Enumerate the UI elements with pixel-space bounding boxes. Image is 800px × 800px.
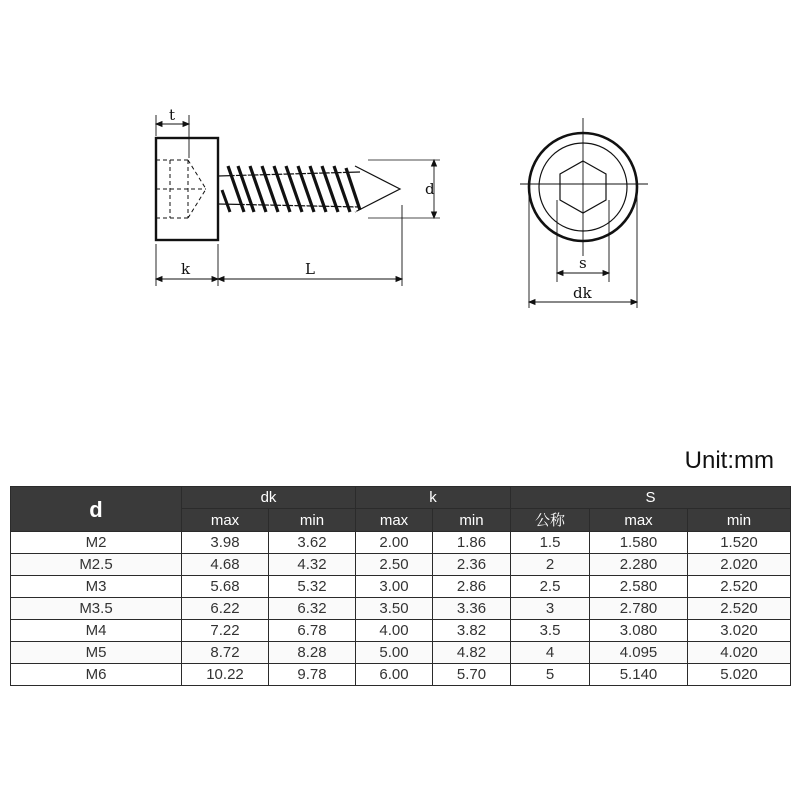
dim-label-t: t xyxy=(169,106,176,124)
hex-socket-hidden-lines xyxy=(156,160,206,218)
table-cell: 8.28 xyxy=(269,642,356,664)
table-cell: 10.22 xyxy=(182,664,269,686)
table-cell: 2.5 xyxy=(511,576,590,598)
dim-label-k: k xyxy=(181,260,191,278)
table-cell: M2.5 xyxy=(11,554,182,576)
table-cell: 2.86 xyxy=(433,576,511,598)
table-cell: 3.98 xyxy=(182,532,269,554)
table-cell: 6.22 xyxy=(182,598,269,620)
unit-label: Unit:mm xyxy=(684,447,774,474)
dim-label-d: d xyxy=(425,180,435,198)
table-cell: 3.62 xyxy=(269,532,356,554)
table-cell: 6.32 xyxy=(269,598,356,620)
table-cell: M4 xyxy=(11,620,182,642)
table-cell: M3 xyxy=(11,576,182,598)
table-cell: 5.32 xyxy=(269,576,356,598)
table-header-row xyxy=(11,487,791,509)
table-cell: 5.020 xyxy=(688,664,791,686)
table-cell: 3.5 xyxy=(511,620,590,642)
table-cell: 1.86 xyxy=(433,532,511,554)
dim-label-s: s xyxy=(579,254,587,272)
subheader-s-min: min xyxy=(688,509,791,532)
table-row xyxy=(11,664,791,686)
table-cell: 4.32 xyxy=(269,554,356,576)
dim-label-dk: dk xyxy=(573,284,592,302)
table-cell: 8.72 xyxy=(182,642,269,664)
table-cell: 3.020 xyxy=(688,620,791,642)
header-k: k xyxy=(356,487,511,509)
table-cell: 2.00 xyxy=(356,532,433,554)
subheader-dk-min: min xyxy=(269,509,356,532)
table-cell: 2.280 xyxy=(590,554,688,576)
table-row xyxy=(11,554,791,576)
table-cell: M2 xyxy=(11,532,182,554)
header-s: S xyxy=(511,487,791,509)
table-cell: 6.00 xyxy=(356,664,433,686)
table-cell: M6 xyxy=(11,664,182,686)
screw-end-view xyxy=(520,118,648,256)
table-row xyxy=(11,598,791,620)
subheader-s-nominal: 公称 xyxy=(511,509,590,532)
table-cell: 3.080 xyxy=(590,620,688,642)
table-cell: 5.00 xyxy=(356,642,433,664)
table-cell: 3.82 xyxy=(433,620,511,642)
table-cell: 1.520 xyxy=(688,532,791,554)
table-cell: 3.00 xyxy=(356,576,433,598)
table-cell: 5 xyxy=(511,664,590,686)
subheader-k-max: max xyxy=(356,509,433,532)
table-cell: 4.82 xyxy=(433,642,511,664)
side-view-dimensions xyxy=(156,115,437,286)
table-cell: 1.5 xyxy=(511,532,590,554)
table-cell: M5 xyxy=(11,642,182,664)
table-cell: 3.36 xyxy=(433,598,511,620)
screw-tip xyxy=(355,166,400,212)
table-cell: 4.020 xyxy=(688,642,791,664)
table-cell: M3.5 xyxy=(11,598,182,620)
subheader-dk-max: max xyxy=(182,509,269,532)
table-cell: 6.78 xyxy=(269,620,356,642)
table-cell: 2.020 xyxy=(688,554,791,576)
table-cell: 3 xyxy=(511,598,590,620)
header-dk: dk xyxy=(182,487,356,509)
table-row xyxy=(11,576,791,598)
table-cell: 2.50 xyxy=(356,554,433,576)
screw-side-view xyxy=(156,138,440,240)
table-cell: 2.520 xyxy=(688,576,791,598)
table-row xyxy=(11,620,791,642)
table-cell: 4.095 xyxy=(590,642,688,664)
table-row xyxy=(11,532,791,554)
table-cell: 1.580 xyxy=(590,532,688,554)
table-cell: 5.70 xyxy=(433,664,511,686)
table-cell: 3.50 xyxy=(356,598,433,620)
table-cell: 7.22 xyxy=(182,620,269,642)
table-cell: 2.580 xyxy=(590,576,688,598)
header-d: d xyxy=(11,487,182,532)
dim-label-L: L xyxy=(305,260,315,278)
table-cell: 2 xyxy=(511,554,590,576)
dimension-table xyxy=(10,486,791,686)
table-cell: 4 xyxy=(511,642,590,664)
table-cell: 5.140 xyxy=(590,664,688,686)
table-cell: 5.68 xyxy=(182,576,269,598)
table-cell: 2.36 xyxy=(433,554,511,576)
table-cell: 2.780 xyxy=(590,598,688,620)
subheader-k-min: min xyxy=(433,509,511,532)
subheader-s-max: max xyxy=(590,509,688,532)
table-cell: 4.00 xyxy=(356,620,433,642)
threaded-shank xyxy=(218,166,400,212)
table-cell: 4.68 xyxy=(182,554,269,576)
table-cell: 2.520 xyxy=(688,598,791,620)
table-cell: 9.78 xyxy=(269,664,356,686)
table-row xyxy=(11,642,791,664)
